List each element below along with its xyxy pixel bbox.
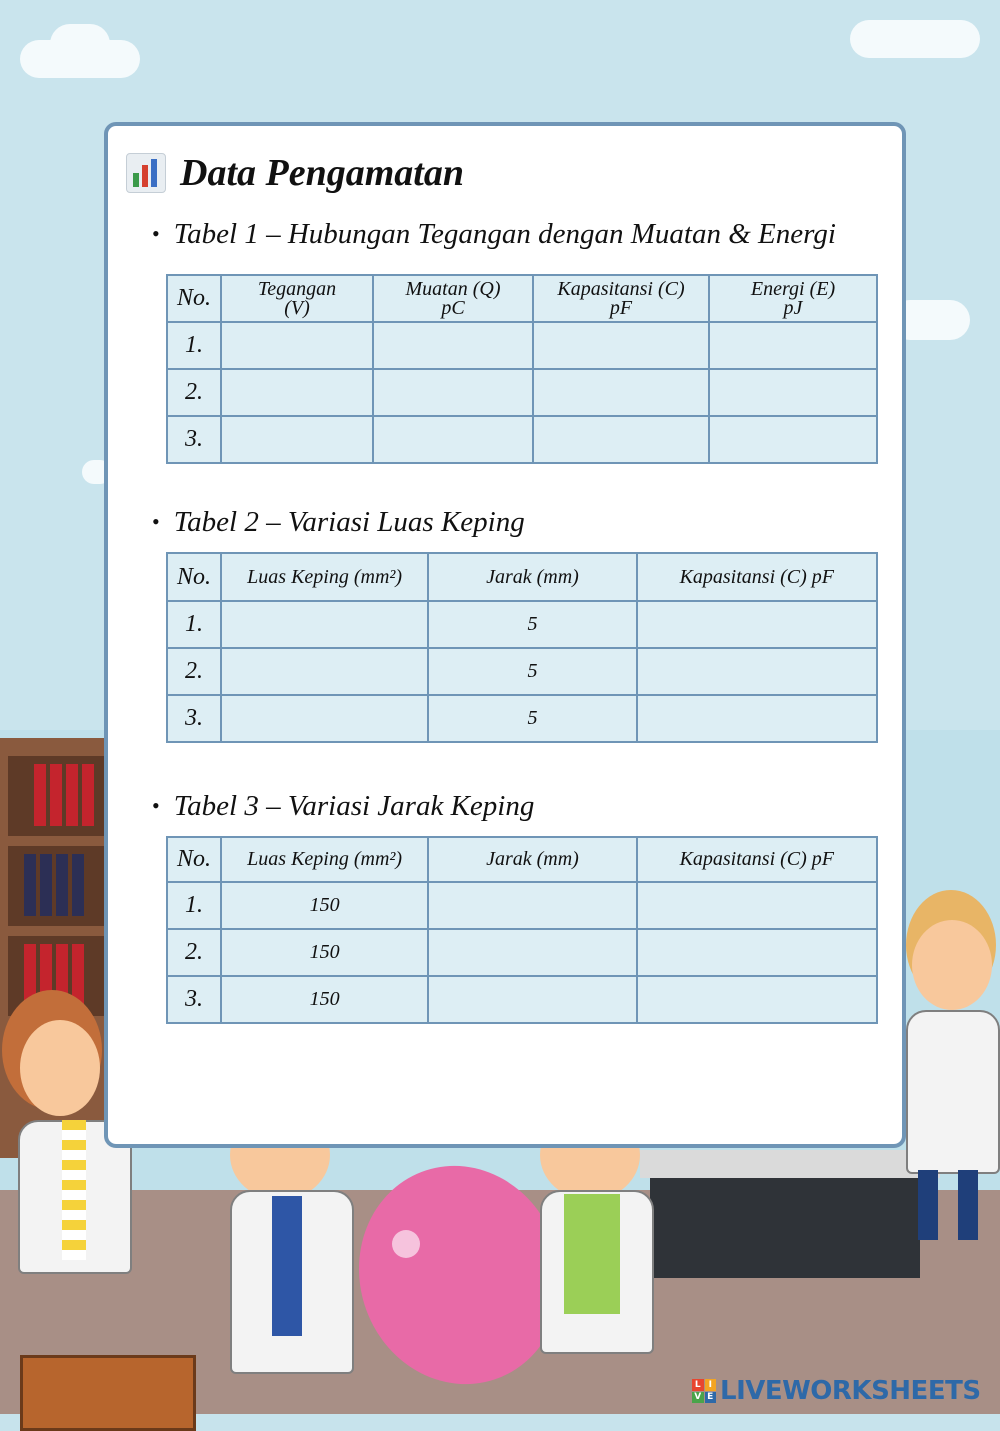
student-boy-middle [210,1110,360,1410]
cell-luas: 150 [221,882,428,929]
input-cell-energi[interactable] [709,369,877,416]
bullet-icon: • [152,793,160,818]
input-cell-luas[interactable] [221,601,428,648]
input-cell-tegangan[interactable] [221,322,373,369]
input-cell-kapasitansi[interactable] [533,416,709,463]
input-cell-luas[interactable] [221,695,428,742]
table1-header-row [167,275,877,322]
table1-header-kapasitansi: Kapasitansi (C) pF [533,275,709,322]
input-cell-kapasitansi[interactable] [533,322,709,369]
table2-heading-text: Tabel 2 – Variasi Luas Keping [173,505,525,538]
title-row [126,148,464,198]
table1-header-muatan: Muatan (Q) pC [373,275,533,322]
table3-header-luas: Luas Keping (mm²) [221,837,428,882]
cell-jarak: 5 [428,601,636,648]
input-cell-muatan[interactable] [373,369,533,416]
input-cell-kapasitansi[interactable] [637,882,877,929]
table2-header-row [167,553,877,601]
input-cell-tegangan[interactable] [221,369,373,416]
book [56,854,68,916]
table1-heading-text: Tabel 1 – Hubungan Tegangan dengan Muatan & Energi [173,217,836,250]
table2-header-jarak: Jarak (mm) [428,553,636,601]
input-cell-luas[interactable] [221,648,428,695]
lab-desk [640,1150,940,1280]
student-girl-middle [520,1110,680,1410]
book [24,854,36,916]
input-cell-kapasitansi[interactable] [637,929,877,976]
table3-header-no: No. [167,837,221,882]
input-cell-energi[interactable] [709,322,877,369]
row-number: 2. [167,369,221,416]
book [82,764,94,826]
book [40,854,52,916]
row-number: 3. [167,416,221,463]
table-row [167,976,877,1023]
input-cell-muatan[interactable] [373,322,533,369]
balloon-highlight [392,1230,420,1258]
table1-header-tegangan: Tegangan (V) [221,275,373,322]
row-number: 2. [167,929,221,976]
table2-header-kapasitansi: Kapasitansi (C) pF [637,553,877,601]
table-row [167,648,877,695]
table-row [167,695,877,742]
row-number: 1. [167,322,221,369]
input-cell-kapasitansi[interactable] [637,648,877,695]
input-cell-energi[interactable] [709,416,877,463]
bullet-icon: • [152,221,160,246]
cloud-decoration [850,20,980,58]
table1 [166,274,878,464]
book [34,764,46,826]
cloud-decoration [50,24,110,64]
table1-heading [152,214,836,254]
liveworksheets-logo-text: LIVEWORKSHEETS [720,1376,981,1406]
liveworksheets-logo[interactable] [692,1376,981,1406]
worksheet-card [104,122,906,1148]
book [72,854,84,916]
cell-jarak: 5 [428,695,636,742]
table2-header-no: No. [167,553,221,601]
table3 [166,836,878,1024]
table3-header-row [167,837,877,882]
input-cell-kapasitansi[interactable] [533,369,709,416]
table3-header-jarak: Jarak (mm) [428,837,636,882]
input-cell-kapasitansi[interactable] [637,695,877,742]
input-cell-muatan[interactable] [373,416,533,463]
book [50,764,62,826]
row-number: 1. [167,882,221,929]
cell-luas: 150 [221,929,428,976]
page-title: Data Pengamatan [180,152,464,194]
input-cell-jarak[interactable] [428,929,636,976]
table2-heading [152,502,525,542]
row-number: 2. [167,648,221,695]
table-row [167,416,877,463]
table2 [166,552,878,743]
input-cell-kapasitansi[interactable] [637,976,877,1023]
table-row [167,882,877,929]
table3-header-kapasitansi: Kapasitansi (C) pF [637,837,877,882]
table-row [167,929,877,976]
book [66,764,78,826]
bullet-icon: • [152,509,160,534]
table-row [167,369,877,416]
bar-chart-icon [126,153,166,193]
table3-heading-text: Tabel 3 – Variasi Jarak Keping [173,789,535,822]
row-number: 3. [167,695,221,742]
table1-header-energi: Energi (E) pJ [709,275,877,322]
table-row [167,322,877,369]
input-cell-jarak[interactable] [428,882,636,929]
table1-header-no: No. [167,275,221,322]
input-cell-tegangan[interactable] [221,416,373,463]
row-number: 1. [167,601,221,648]
student-boy-right [898,890,1000,1250]
input-cell-kapasitansi[interactable] [637,601,877,648]
table2-header-luas: Luas Keping (mm²) [221,553,428,601]
cell-luas: 150 [221,976,428,1023]
table-row [167,601,877,648]
row-number: 3. [167,976,221,1023]
table3-heading [152,786,534,826]
liveworksheets-logo-icon: L I V E [692,1379,716,1403]
input-cell-jarak[interactable] [428,976,636,1023]
cell-jarak: 5 [428,648,636,695]
